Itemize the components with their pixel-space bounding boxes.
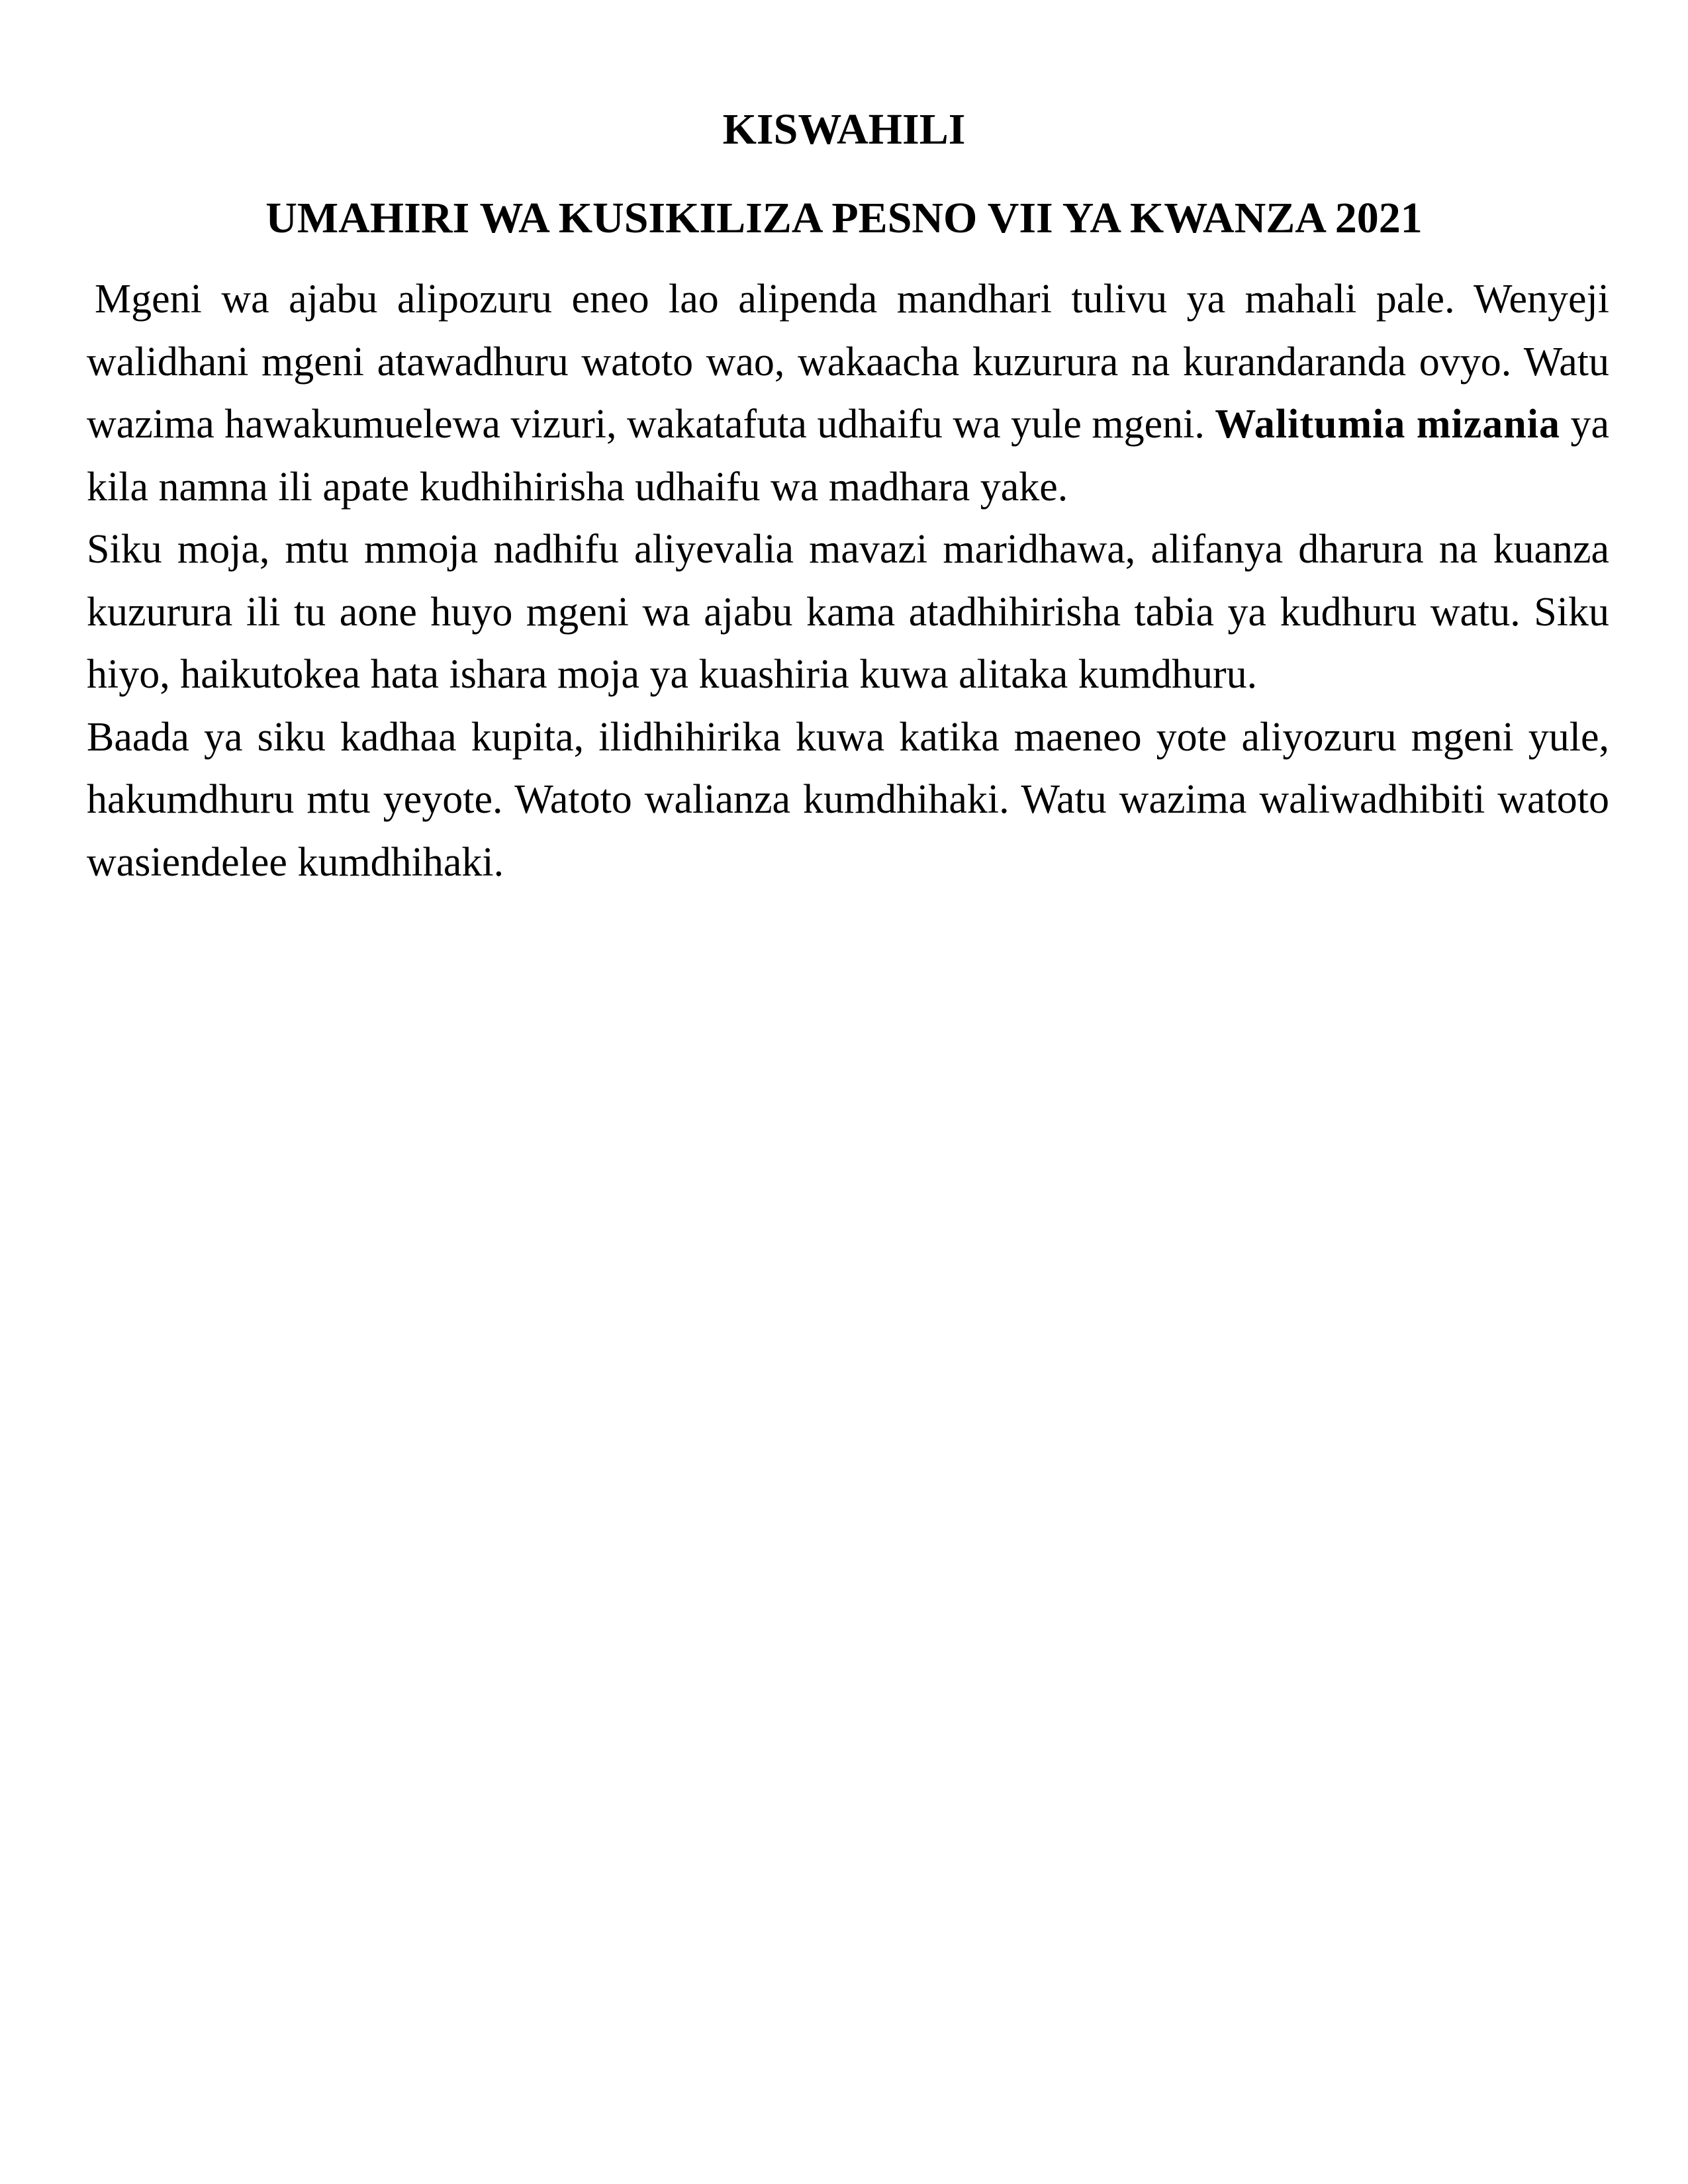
passage-paragraph-1 bbox=[87, 268, 1609, 518]
passage-paragraph-3: Baada ya siku kadhaa kupita, ilidhihirika kuwa katika maeneo yote aliyozuru mgeni yule, hakumdhuru mtu yeyote. Watoto walianza kumdhihaki. Watu wazima waliwadhibiti watoto wasiendelee kumdhihaki. bbox=[87, 714, 1609, 885]
document-subtitle: UMAHIRI WA KUSIKILIZA PESNO VII YA KWANZA 2021 bbox=[265, 194, 1423, 242]
paragraph-1-text-start: Mgeni wa ajabu alipozuru eneo lao alipenda mandhari tulivu ya mahali pale. Wenyeji walidhani mgeni atawadhuru watoto wao, wakaacha kuzurura na kurandaranda ovyo. Watu wazima hawakumuelewa vizuri, wakatafuta udhaifu wa yule mgeni. bbox=[87, 277, 1609, 447]
passage-paragraph-2: Siku moja, mtu mmoja nadhifu aliyevalia mavazi maridhawa, alifanya dharura na kuanza kuzurura ili tu aone huyo mgeni wa ajabu kama atadhihirisha tabia ya kudhuru watu. Siku hiyo, haikutokea hata ishara moja ya kuashiria kuwa alitaka kumdhuru. bbox=[87, 527, 1609, 697]
bold-phrase: Walitumia mizania bbox=[1215, 402, 1560, 447]
document-title: KISWAHILI bbox=[722, 105, 966, 154]
passage-body bbox=[87, 268, 1609, 893]
paragraph-1-text-end: ya kila namna ili apate kudhihirisha udhaifu wa madhara yake. bbox=[87, 402, 1610, 510]
